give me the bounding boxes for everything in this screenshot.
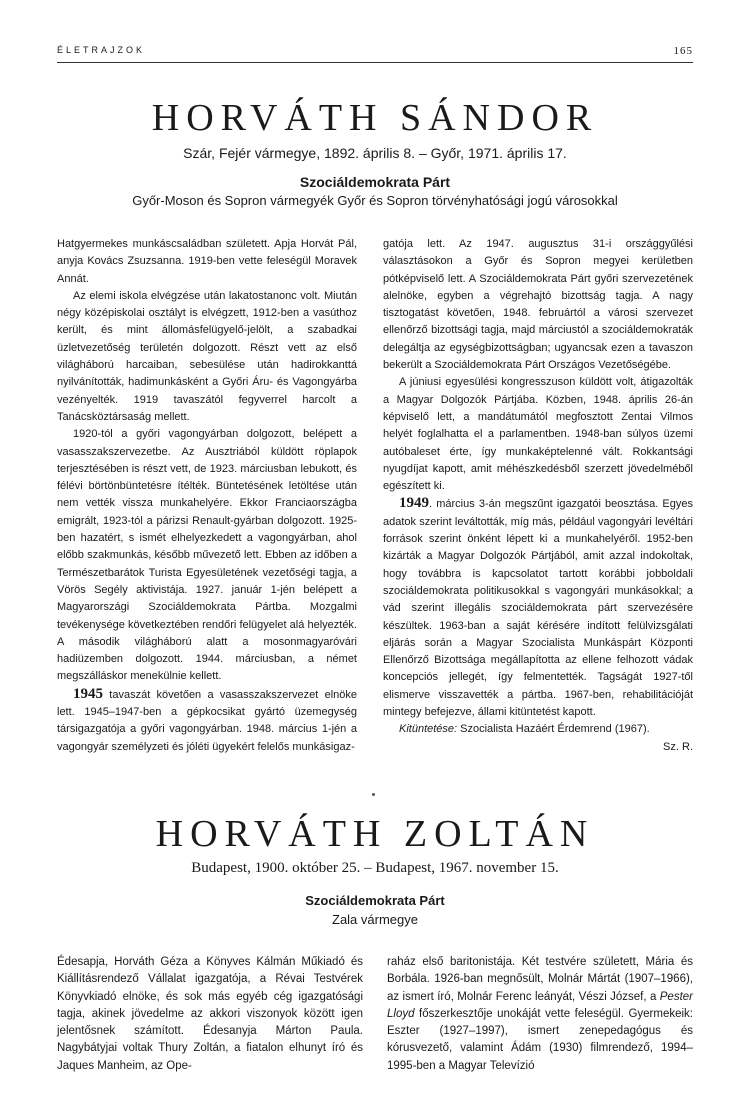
newspaper-title: Pester Lloyd [387,990,693,1020]
entry-constituency: Zala vármegye [332,912,418,927]
paragraph-text: raház első baritonistája. Két testvére született, Mária és Borbála. 1926-ban megnősült, Molnár Mártát (1907–1966), az ismert író, Molnár Ferenc leányát, Vészi József, a [387,956,693,1003]
paragraph: Édesapja, Horváth Géza a Könyves Kálmán Műkiadó és Kiállításrendező Vállalat igazgatója, a Révai Testvérek Könyvkiadó elnöke, és sok más egyéb cég igazgatósági tagja, akinek jövedelme az akkori viszonyok között igen jelentősnek számított. Édesanyja Márton Paula. Nagybátyjai voltak Thury Zoltán, a fiatalon elhunyt író és Jaques Manheim, az Ope- [57,956,363,1072]
award-text: Szocialista Hazáért Érdemrend (1967). [457,723,650,736]
page-number: 165 [673,45,693,57]
entry2-column-left [57,954,363,1075]
paragraph-year [383,495,693,721]
header-rule [57,62,693,63]
entry-name: HORVÁTH SÁNDOR [151,97,599,139]
paragraph: 1920-tól a győri vagongyárban dolgozott, belépett a vasasszakszervezetbe. Az Ausztriából küldött röplapok terjesztésében is részt vett, de 1923. márciusban lebukott, és félévi börtönbüntetésre ítélték. Büntetésének letöltése után nem vették vissza munkahelyére. Ekkor Franciaországba emigrált, 1923-tól a párizsi Renault-gyárban dolgozott. 1925-ben hazatért, s ismét elhelyezkedett a vagongyárban, ahol előbb szakmunkás, később művezető lett. Ebben az időben a Természetbarátok Turista Egyesületének vezetőségi tagja, a Vörös Segély aktivistája. 1927. január 1-jén belépett a Magyarországi Szociáldemokrata Pártba. Mozgalmi tevékenysége következtében rendőri felügyelet alá helyezték. A második világháború alatt a mosonmagyaróvári hadiüzemben dolgozott. 1944. márciusban, a német megszálláskor menekülnie kellett. [57,428,357,683]
year-marker: 1949 [399,495,429,512]
entry-birth-death: Szár, Fejér vármegye, 1892. április 8. – Győr, 1971. április 17. [183,145,567,161]
running-head-section: ÉLETRAJZOK [57,45,146,55]
entry1-column-right [383,236,693,756]
paragraph: gatója lett. Az 1947. augusztus 31-i országgyűlési választásokon a Győr és Sopron megyei kerületben pótképviselő lett. A Szociáldemokrata Párt győri szervezetének alelnöke, egyben a végrehajtó bizottság tagja. A nagy tisztogatást követően, 1948. februártól a városi szervezet ellenőrző bizottsági tagja, majd márciustól a szociáldemokraták delegáltja az egységbizottságban; ugyancsak ezen a tavaszon bekerült a Szociáldemokrata Párt Országos Vezetőségébe. [383,238,693,372]
paragraph: Az elemi iskola elvégzése után lakatostanonc volt. Miután négy középiskolai osztályt is elvégzett, 1912-ben a vasúthoz került, és mint állomásfelügyelő-jelölt, a szabadkai üzletvezetőség területén dolgozott. Részt vett az első világháború harcaiban, sebesülése után hadirokkanttá nyilvánították, hadimunkásként a Győri Áru- és Vagongyárba vezényelték. 1919 tavaszától fegyverrel harcolt a Tanácsköztársaság mellett. [57,289,357,423]
entry-party: Szociáldemokrata Párt [299,174,451,190]
paragraph-text: tavaszát követően a vasasszakszervezet elnöke lett. 1945–1947-ben a gépkocsikat gyártó üzemegység társigazgatója a győri vagongyárban. 1948. március 1-jén a vagongyár személyzeti és jóléti ügyekért felelős munkásigaz- [57,688,357,753]
entry-constituency: Győr-Moson és Sopron vármegyék Győr és Sopron törvényhatósági jogú városokkal [132,193,618,208]
award-label: Kitüntetése: [399,723,458,736]
entry-party: Szociáldemokrata Párt [305,893,445,908]
award-line [383,721,693,738]
author-signature: Sz. R. [663,740,693,753]
paragraph: A júniusi egyesülési kongresszuson küldött volt, átigazolták a Magyar Dolgozók Pártjába. Közben, 1948. április 26-án képviselő lett, a mandátumától megfosztott Zentai Vilmos helyét foglalhatta el a parlamentben. 1948-ban súlyos üzemi autóbaleset érte, így munkaképtelenné vált. Rokkantsági nyugdíjat kapott, amit méhészkedésből szerzett jövedelméből egészített ki. [383,376,693,493]
entry-name: HORVÁTH ZOLTÁN [155,813,595,855]
year-marker: 1945 [73,685,103,702]
entry-birth-death: Budapest, 1900. október 25. – Budapest, 1967. november 15. [191,860,559,876]
running-head [57,45,693,59]
paragraph-text: főszerkesztője unokáját vette feleségül. Gyermekeik: Eszter (1927–1997), ismert zenepedagógus és kórusvezető, valamint Ádám (1930) filmrendező, 1994–1995-ben a Magyar Televízió [387,1007,693,1072]
paragraph-year [57,686,357,756]
separator-dot [372,793,375,796]
paragraph: Hatgyermekes munkáscsaládban született. Apja Horvát Pál, anyja Kovács Zsuzsanna. 1919-ben vette feleségül Moravek Annát. [57,238,357,285]
paragraph [387,954,693,1075]
entry2-column-right [387,954,693,1075]
paragraph-text: . március 3-án megszűnt igazgatói beosztása. Egyes adatok szerint leváltották, míg más, például vagongyári levéltári források szerint önként lépett ki a munkahelyéről. 1952-ben kizárták a Magyar Dolgozók Pártjából, amit azzal indokoltak, hogy továbbra is kapcsolatot tartott korábbi jobboldali szociáldemokrata politikusokkal s vagongyári munkásokkal; a vád szerint illegális szociáldemokrata párt szervezésére készültek. 1963-ban a saját kérésére indított felülvizsgálati eljárás során a Magyar Szocialista Munkáspárt Központi Ellenőrző Bizottsága megállapította az ellene felhozott vádak koncepciós jellegét, így felmentették. Tagságát 1927-től elismerve visszavették a pártba. 1967-ben, rehabilitációját mintegy befejezve, állami kitüntetést kapott. [383,498,693,719]
entry1-column-left [57,236,357,756]
